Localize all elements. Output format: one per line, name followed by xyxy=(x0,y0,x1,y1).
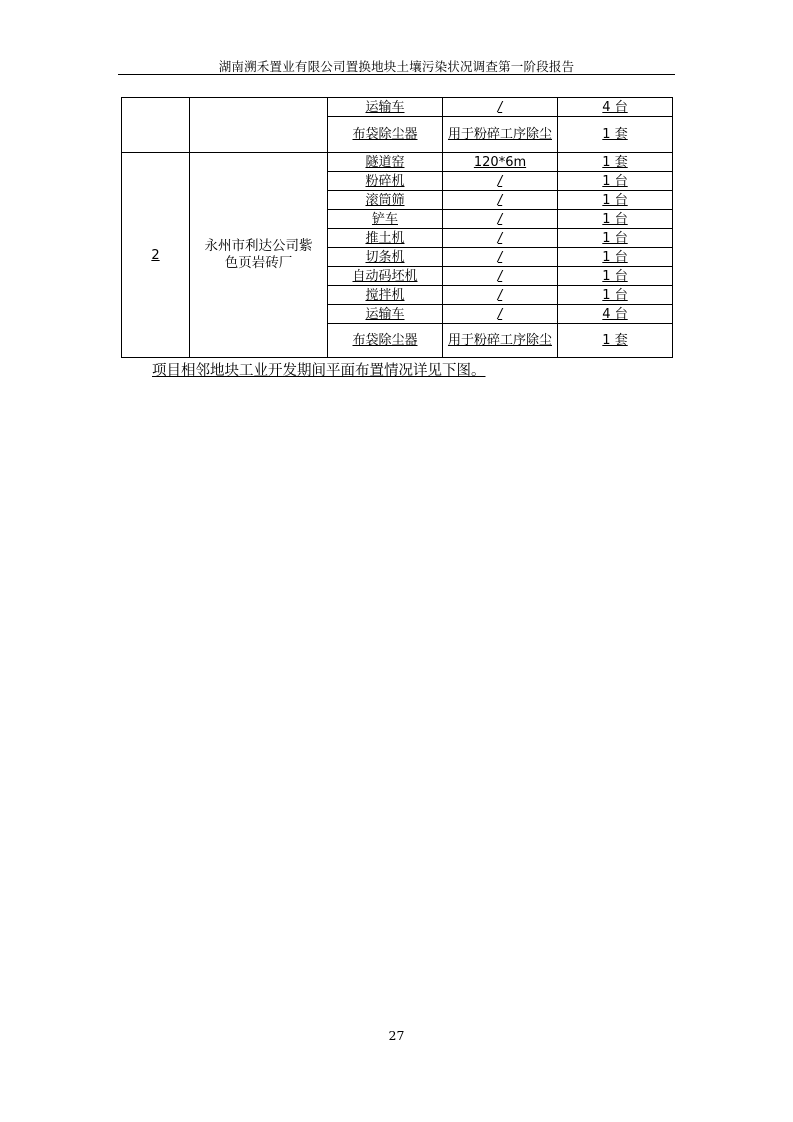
equipment-name: 自动码坯机 xyxy=(328,267,443,286)
equipment-qty: 1 套 xyxy=(558,117,673,153)
page-header: 湖南溯禾置业有限公司置换地块土壤污染状况调查第一阶段报告 xyxy=(218,59,575,74)
equipment-qty: 1 台 xyxy=(558,286,673,305)
table-row xyxy=(122,153,673,172)
equipment-spec: / xyxy=(443,98,558,117)
equipment-qty: 1 台 xyxy=(558,172,673,191)
equipment-name: 粉碎机 xyxy=(328,172,443,191)
equipment-spec: / xyxy=(443,248,558,267)
equipment-name: 运输车 xyxy=(328,98,443,117)
equipment-name: 滚筒筛 xyxy=(328,191,443,210)
equipment-spec: 120*6m xyxy=(443,153,558,172)
equipment-name: 运输车 xyxy=(328,305,443,324)
equipment-spec: / xyxy=(443,267,558,286)
equipment-spec: 用于粉碎工序除尘 xyxy=(443,117,558,153)
equipment-name: 布袋除尘器 xyxy=(328,324,443,358)
equipment-qty: 1 台 xyxy=(558,267,673,286)
equipment-spec: / xyxy=(443,229,558,248)
equipment-name: 搅拌机 xyxy=(328,286,443,305)
page-number: 27 xyxy=(388,1028,405,1043)
equipment-spec: / xyxy=(443,191,558,210)
table-row xyxy=(122,98,673,117)
equipment-qty: 1 台 xyxy=(558,248,673,267)
equipment-qty: 1 台 xyxy=(558,210,673,229)
equipment-name: 隧道窑 xyxy=(328,153,443,172)
equipment-qty: 1 套 xyxy=(558,153,673,172)
equipment-name: 铲车 xyxy=(328,210,443,229)
equipment-name: 推土机 xyxy=(328,229,443,248)
company-cell: 永州市利达公司紫色页岩砖厂 xyxy=(190,153,328,358)
equipment-qty: 1 台 xyxy=(558,229,673,248)
equipment-qty: 1 台 xyxy=(558,191,673,210)
index-cell: 2 xyxy=(122,153,190,358)
equipment-name: 切条机 xyxy=(328,248,443,267)
index-cell xyxy=(122,98,190,153)
equipment-spec: 用于粉碎工序除尘 xyxy=(443,324,558,358)
equipment-name: 布袋除尘器 xyxy=(328,117,443,153)
equipment-spec: / xyxy=(443,286,558,305)
equipment-table xyxy=(121,97,673,358)
equipment-qty: 4 台 xyxy=(558,98,673,117)
company-cell xyxy=(190,98,328,153)
equipment-spec: / xyxy=(443,305,558,324)
header-divider xyxy=(118,74,675,75)
body-paragraph: 项目相邻地块工业开发期间平面布置情况详见下图。 xyxy=(152,363,486,379)
equipment-spec: / xyxy=(443,172,558,191)
equipment-qty: 4 台 xyxy=(558,305,673,324)
equipment-qty: 1 套 xyxy=(558,324,673,358)
equipment-spec: / xyxy=(443,210,558,229)
